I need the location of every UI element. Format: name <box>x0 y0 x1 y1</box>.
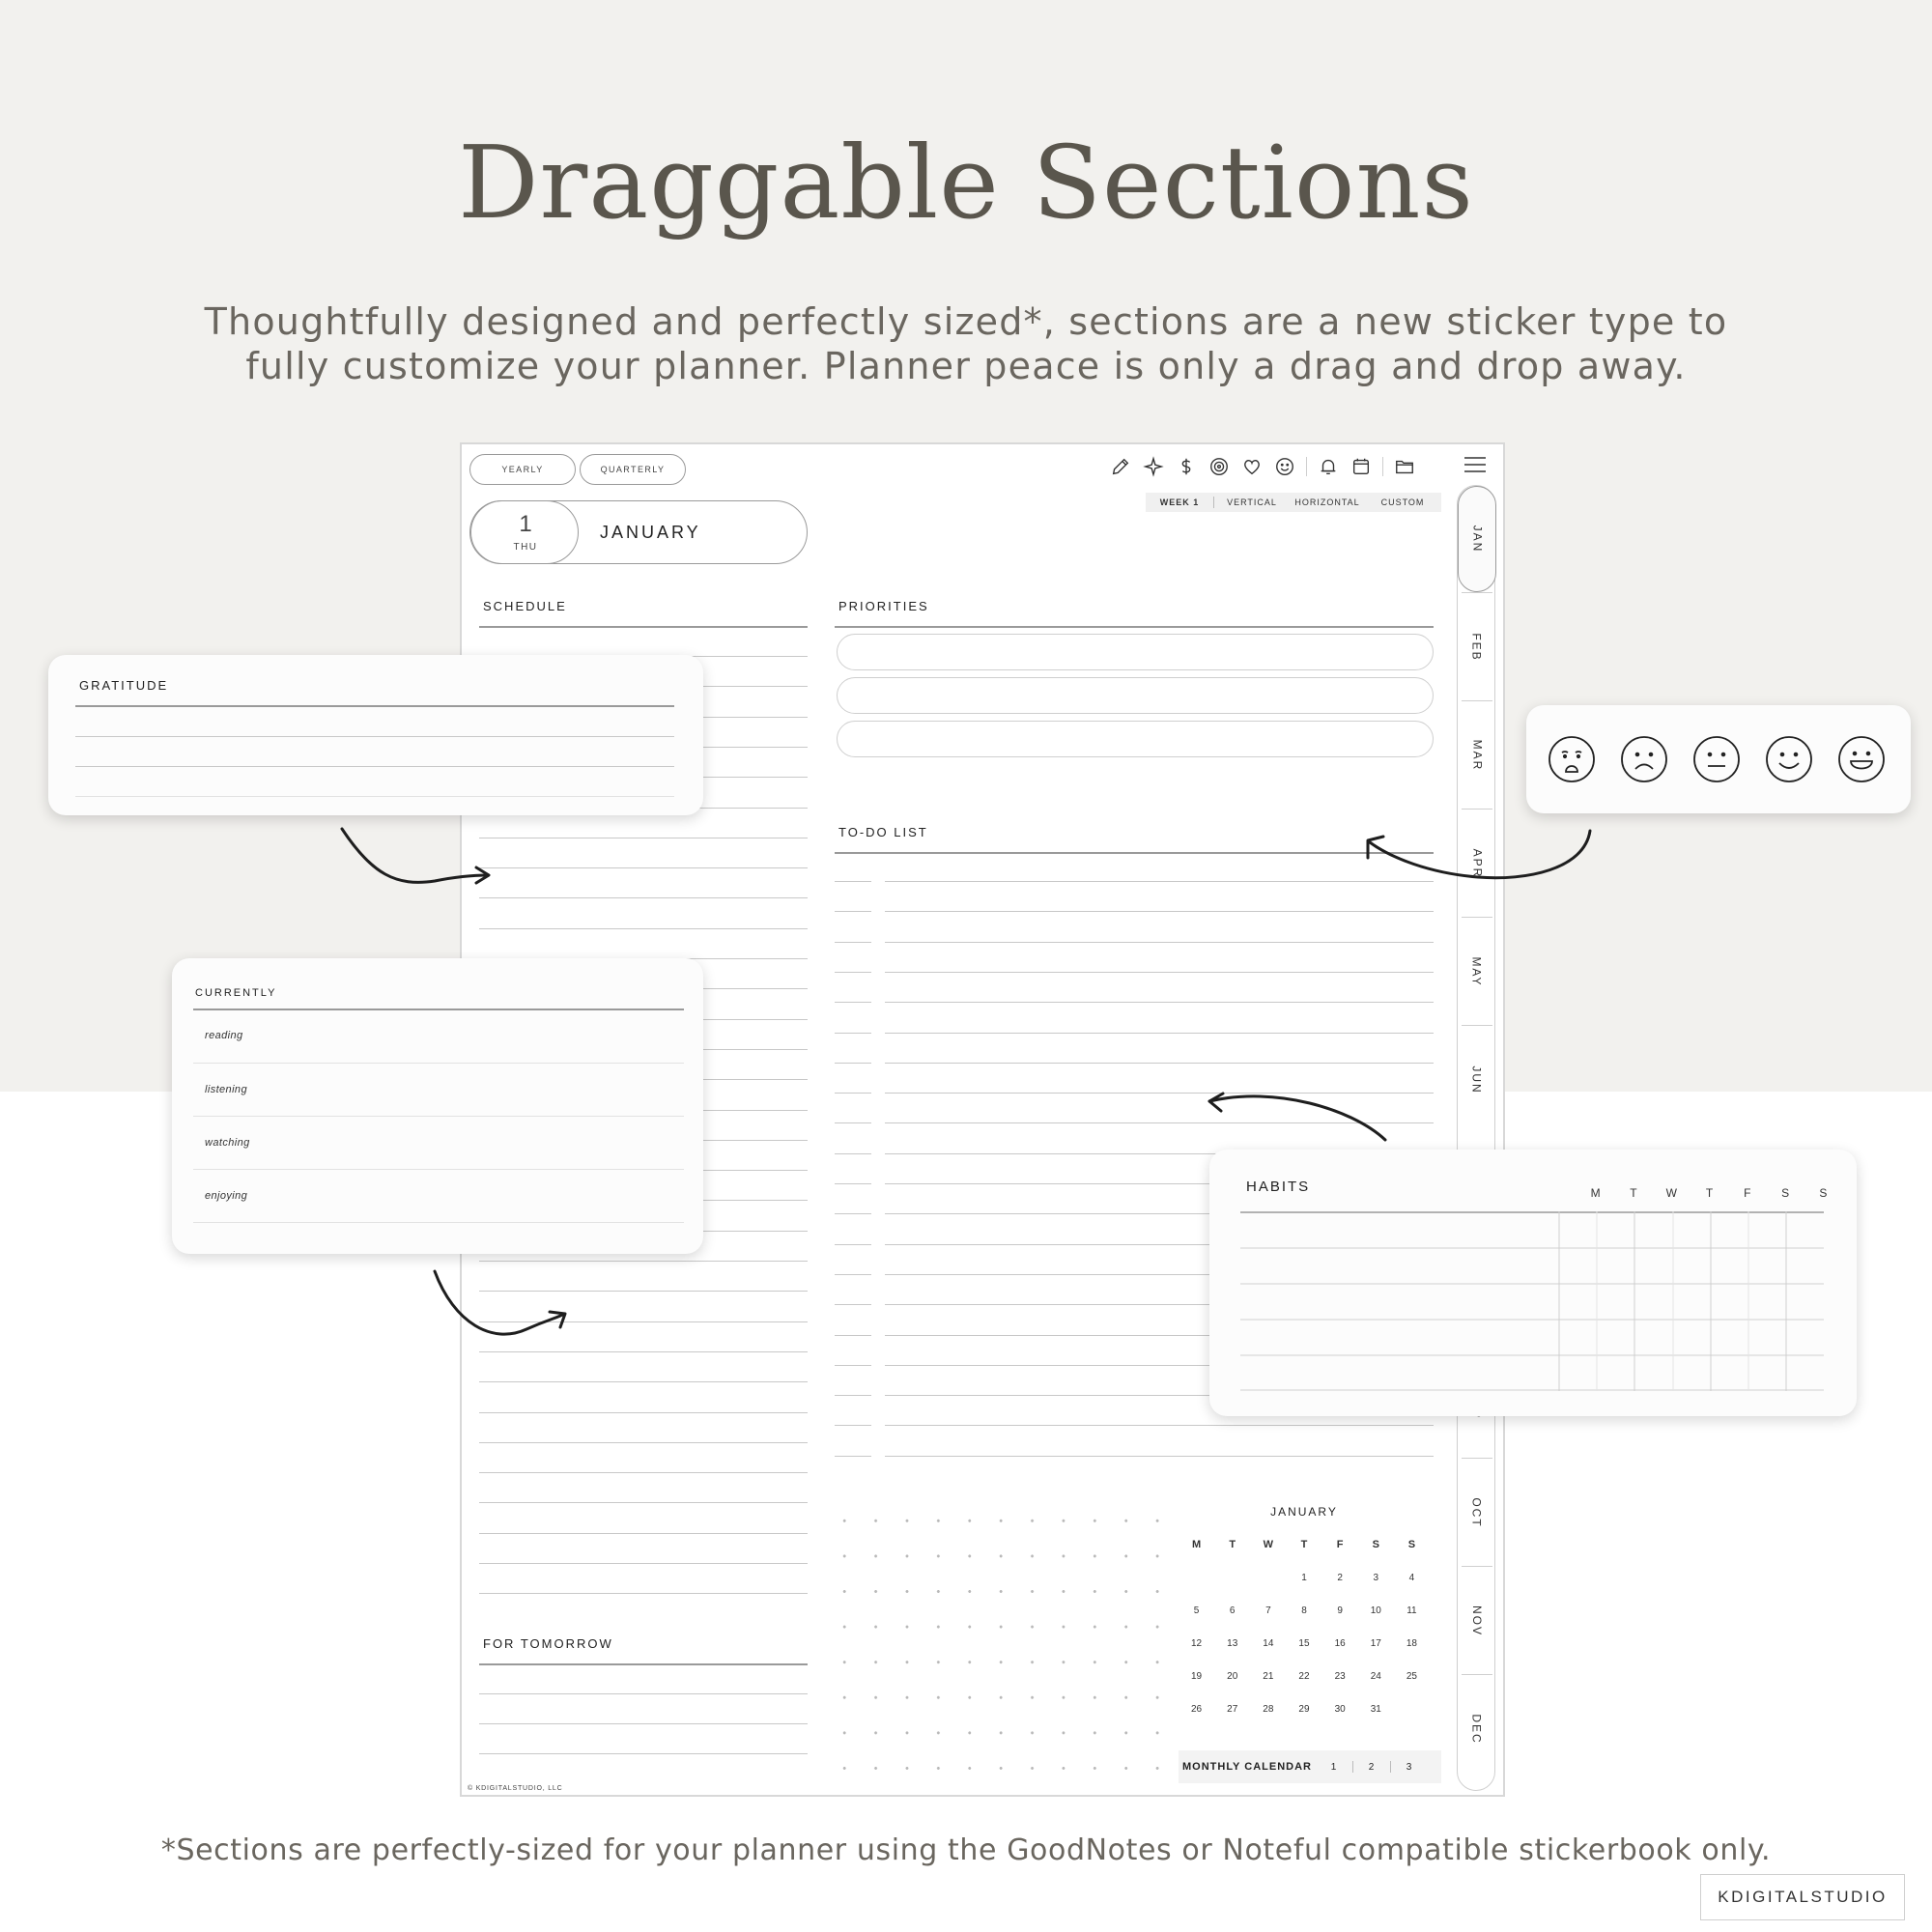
calendar-day[interactable]: 27 <box>1227 1703 1238 1715</box>
priority-field[interactable] <box>837 677 1434 714</box>
calendar-day[interactable]: 2 <box>1337 1572 1343 1583</box>
gratitude-label: GRATITUDE <box>79 678 169 693</box>
todo-checkbox-line[interactable] <box>835 1244 871 1245</box>
custom-tab[interactable]: CUSTOM <box>1380 497 1425 507</box>
view-switcher <box>1146 493 1441 512</box>
calendar-day[interactable]: 23 <box>1334 1670 1346 1682</box>
week-tab[interactable]: WEEK 1 <box>1159 497 1200 507</box>
calendar-day[interactable]: 6 <box>1229 1605 1236 1616</box>
month-tab-dec[interactable]: DEC <box>1470 1714 1484 1745</box>
toolbar-divider <box>1382 457 1383 476</box>
currently-line <box>193 1116 684 1117</box>
currently-item-reading: reading <box>205 1030 243 1041</box>
calendar-day[interactable]: 9 <box>1337 1605 1343 1616</box>
todo-checkbox-line[interactable] <box>835 1093 871 1094</box>
schedule-line[interactable] <box>479 1472 808 1473</box>
priorities-rule <box>835 626 1434 628</box>
calendar-page-3[interactable]: 3 <box>1406 1761 1413 1773</box>
todo-checkbox-line[interactable] <box>835 1456 871 1457</box>
mood-sticker[interactable] <box>1526 705 1911 813</box>
target-icon[interactable] <box>1208 455 1231 478</box>
hamburger-menu-icon[interactable] <box>1463 454 1488 475</box>
month-tab-divider <box>1462 917 1492 918</box>
calendar-day <box>1214 1561 1250 1594</box>
todo-checkbox-line[interactable] <box>835 1153 871 1154</box>
schedule-line[interactable] <box>479 1442 808 1443</box>
date-day-badge <box>470 500 579 564</box>
calendar-day[interactable]: 21 <box>1263 1670 1274 1682</box>
calendar-weekday: W <box>1263 1539 1274 1550</box>
month-tab-jan[interactable]: JAN <box>1458 486 1496 592</box>
todo-checkbox-line[interactable] <box>835 1335 871 1336</box>
calendar-day[interactable]: 8 <box>1301 1605 1307 1616</box>
grin-face-icon[interactable] <box>1837 735 1886 783</box>
smiley-icon[interactable] <box>1273 455 1296 478</box>
for-tomorrow-line[interactable] <box>479 1753 808 1754</box>
todo-line[interactable] <box>885 1033 1434 1034</box>
todo-checkbox-line[interactable] <box>835 1425 871 1426</box>
habit-day: W <box>1665 1186 1677 1200</box>
todo-line[interactable] <box>885 911 1434 912</box>
month-tab-mar[interactable]: MAR <box>1469 739 1484 772</box>
mini-calendar-footer <box>1179 1750 1441 1783</box>
toolbar-divider <box>1306 457 1307 476</box>
todo-line[interactable] <box>885 1425 1434 1426</box>
calendar-day[interactable]: 25 <box>1406 1670 1417 1682</box>
sparkle-icon[interactable] <box>1142 455 1165 478</box>
habit-days-header <box>1577 1186 1842 1200</box>
todo-line[interactable] <box>885 1456 1434 1457</box>
calendar-day[interactable]: 7 <box>1265 1605 1271 1616</box>
calendar-page-1[interactable]: 1 <box>1330 1761 1338 1773</box>
month-tab-may[interactable]: MAY <box>1470 956 1484 987</box>
schedule-line[interactable] <box>479 1412 808 1413</box>
todo-line[interactable] <box>885 1122 1434 1123</box>
calendar-day[interactable]: 5 <box>1193 1605 1200 1616</box>
currently-item-enjoying: enjoying <box>205 1190 248 1202</box>
heart-icon[interactable] <box>1240 455 1264 478</box>
month-tab-divider <box>1462 1674 1492 1675</box>
for-tomorrow-rule <box>479 1663 808 1665</box>
schedule-line[interactable] <box>479 1291 808 1292</box>
schedule-line[interactable] <box>479 928 808 929</box>
day-number: 1 <box>519 511 532 537</box>
calendar-day[interactable]: 12 <box>1191 1637 1203 1649</box>
for-tomorrow-line[interactable] <box>479 1693 808 1694</box>
calendar-day[interactable]: 14 <box>1263 1637 1274 1649</box>
mini-calendar-title: JANUARY <box>1270 1505 1338 1519</box>
mood-icons <box>1548 735 1886 783</box>
schedule-line[interactable] <box>479 867 808 868</box>
calendar-day <box>1250 1561 1286 1594</box>
schedule-line[interactable] <box>479 897 808 898</box>
calendar-weekday: S <box>1372 1539 1379 1550</box>
todo-checkbox-line[interactable] <box>835 972 871 973</box>
currently-line <box>193 1222 684 1223</box>
schedule-line[interactable] <box>479 1321 808 1322</box>
month-tab-divider <box>1462 592 1492 593</box>
calendar-day[interactable]: 24 <box>1370 1670 1381 1682</box>
month-tab-divider <box>1462 1458 1492 1459</box>
pencil-icon[interactable] <box>1109 455 1132 478</box>
month-tab-divider <box>1462 700 1492 701</box>
calendar-day[interactable]: 11 <box>1406 1605 1417 1616</box>
priority-field[interactable] <box>837 721 1434 757</box>
calendar-icon[interactable] <box>1350 455 1373 478</box>
month-tab-apr[interactable]: APR <box>1470 848 1484 879</box>
todo-line[interactable] <box>885 972 1434 973</box>
horizontal-tab[interactable]: HORIZONTAL <box>1294 497 1360 507</box>
calendar-day[interactable]: 31 <box>1370 1703 1381 1715</box>
month-tab-oct[interactable]: OCT <box>1470 1497 1484 1528</box>
currently-rule <box>193 1009 684 1010</box>
currently-label: CURRENTLY <box>195 987 277 999</box>
todo-checkbox-line[interactable] <box>835 942 871 943</box>
todo-checkbox-line[interactable] <box>835 1063 871 1064</box>
gratitude-line <box>75 766 674 767</box>
calendar-day[interactable]: 26 <box>1191 1703 1203 1715</box>
todo-line[interactable] <box>885 1063 1434 1064</box>
calendar-day[interactable]: 10 <box>1370 1605 1381 1616</box>
calendar-day[interactable]: 13 <box>1227 1637 1238 1649</box>
sad-face-icon[interactable] <box>1620 735 1668 783</box>
quarterly-tab[interactable]: QUARTERLY <box>580 454 686 485</box>
todo-checkbox-line[interactable] <box>835 1274 871 1275</box>
for-tomorrow-label: FOR TOMORROW <box>483 1636 613 1651</box>
habit-day: M <box>1590 1186 1601 1200</box>
month-tab-feb[interactable]: FEB <box>1470 633 1484 662</box>
schedule-label: SCHEDULE <box>483 599 567 613</box>
habits-label: HABITS <box>1246 1179 1311 1195</box>
todo-line[interactable] <box>885 942 1434 943</box>
calendar-day[interactable]: 1 <box>1301 1572 1307 1583</box>
currently-line <box>193 1063 684 1064</box>
todo-line[interactable] <box>885 881 1434 882</box>
currently-item-listening: listening <box>205 1084 247 1095</box>
calendar-day[interactable]: 30 <box>1334 1703 1346 1715</box>
neutral-face-icon[interactable] <box>1692 735 1741 783</box>
month-tab-divider <box>1462 809 1492 810</box>
todo-checkbox-line[interactable] <box>835 1122 871 1123</box>
smile-face-icon[interactable] <box>1765 735 1813 783</box>
calendar-day[interactable]: 19 <box>1191 1670 1203 1682</box>
gratitude-sticker[interactable] <box>48 655 703 815</box>
folder-icon[interactable] <box>1393 455 1416 478</box>
todo-checkbox-line[interactable] <box>835 1183 871 1184</box>
calendar-day[interactable]: 28 <box>1263 1703 1274 1715</box>
calendar-day[interactable]: 4 <box>1408 1572 1415 1583</box>
calendar-day <box>1394 1692 1430 1725</box>
calendar-weekday: F <box>1336 1539 1344 1550</box>
page-title: Draggable Sections <box>458 124 1474 242</box>
day-of-week: THU <box>513 542 538 553</box>
todo-label: TO-DO LIST <box>838 825 928 839</box>
for-tomorrow-line[interactable] <box>479 1723 808 1724</box>
subtitle-line-2: fully customize your planner. Planner peace is only a drag and drop away. <box>245 345 1687 387</box>
schedule-line[interactable] <box>479 1533 808 1534</box>
calendar-day[interactable]: 3 <box>1373 1572 1379 1583</box>
calendar-weekday: S <box>1407 1539 1416 1550</box>
gratitude-line <box>75 736 674 737</box>
calendar-day[interactable]: 15 <box>1298 1637 1310 1649</box>
month-tab-nov[interactable]: NOV <box>1469 1605 1484 1637</box>
todo-checkbox-line[interactable] <box>835 1033 871 1034</box>
priority-field[interactable] <box>837 634 1434 670</box>
subtitle-line-1: Thoughtfully designed and perfectly sized*, sections are a new sticker type to <box>204 300 1728 343</box>
footnote: *Sections are perfectly-sized for your planner using the GoodNotes or Noteful compatible stickerbook only. <box>160 1833 1772 1867</box>
month-tab-divider <box>1462 1025 1492 1026</box>
calendar-day[interactable]: 20 <box>1227 1670 1238 1682</box>
page-subtitle <box>193 299 1739 388</box>
todo-checkbox-line[interactable] <box>835 1304 871 1305</box>
dollar-icon[interactable] <box>1175 455 1198 478</box>
currently-item-watching: watching <box>205 1137 250 1149</box>
schedule-rule <box>479 626 808 628</box>
calendar-day[interactable]: 17 <box>1370 1637 1381 1649</box>
calendar-weekday: T <box>1229 1539 1236 1550</box>
calendar-day[interactable]: 18 <box>1406 1637 1417 1649</box>
todo-checkbox-line[interactable] <box>835 1365 871 1366</box>
schedule-line[interactable] <box>479 1593 808 1594</box>
gratitude-rule <box>75 705 674 707</box>
todo-checkbox-line[interactable] <box>835 1213 871 1214</box>
schedule-line[interactable] <box>479 1563 808 1564</box>
todo-checkbox-line[interactable] <box>835 911 871 912</box>
yearly-tab[interactable]: YEARLY <box>469 454 576 485</box>
todo-line[interactable] <box>885 1093 1434 1094</box>
todo-checkbox-line[interactable] <box>835 1002 871 1003</box>
calendar-page-2[interactable]: 2 <box>1368 1761 1376 1773</box>
schedule-line[interactable] <box>479 1502 808 1503</box>
schedule-line[interactable] <box>479 1351 808 1352</box>
todo-rule <box>835 852 1434 854</box>
calendar-weekday: M <box>1191 1539 1202 1550</box>
calendar-weekday: T <box>1300 1539 1308 1550</box>
month-name: JANUARY <box>600 523 701 542</box>
bell-icon[interactable] <box>1317 455 1340 478</box>
calendar-day[interactable]: 29 <box>1298 1703 1310 1715</box>
calendar-day <box>1179 1561 1214 1594</box>
habits-grid <box>1240 1211 1824 1391</box>
brand-badge: KDIGITALSTUDIO <box>1700 1874 1905 1920</box>
habits-sticker[interactable] <box>1209 1150 1857 1416</box>
dot-grid-notes[interactable] <box>829 1503 1167 1774</box>
mini-calendar-grid <box>1179 1528 1430 1725</box>
schedule-line[interactable] <box>479 1381 808 1382</box>
currently-sticker[interactable] <box>172 958 703 1254</box>
habit-day: T <box>1630 1186 1637 1200</box>
calendar-day[interactable]: 22 <box>1298 1670 1310 1682</box>
habit-day: S <box>1781 1186 1790 1200</box>
vertical-tab[interactable]: VERTICAL <box>1227 497 1277 507</box>
habit-day: S <box>1819 1186 1828 1200</box>
copyright: © KDIGITALSTUDIO, LLC <box>468 1785 563 1792</box>
currently-line <box>193 1169 684 1170</box>
todo-checkbox-line[interactable] <box>835 881 871 882</box>
todo-line[interactable] <box>885 1002 1434 1003</box>
habit-day: T <box>1705 1186 1714 1200</box>
gratitude-line <box>75 796 674 797</box>
month-tab-jun[interactable]: JUN <box>1470 1065 1484 1094</box>
priorities-label: PRIORITIES <box>838 599 929 613</box>
crying-face-icon[interactable] <box>1548 735 1596 783</box>
habit-day: F <box>1744 1186 1751 1200</box>
schedule-line[interactable] <box>479 1261 808 1262</box>
month-tabs <box>1457 485 1495 1791</box>
toolbar <box>1109 452 1428 481</box>
date-header <box>469 500 808 564</box>
monthly-calendar-label: MONTHLY CALENDAR <box>1182 1761 1312 1773</box>
todo-checkbox-line[interactable] <box>835 1395 871 1396</box>
calendar-day[interactable]: 16 <box>1334 1637 1346 1649</box>
month-tab-divider <box>1462 1566 1492 1567</box>
